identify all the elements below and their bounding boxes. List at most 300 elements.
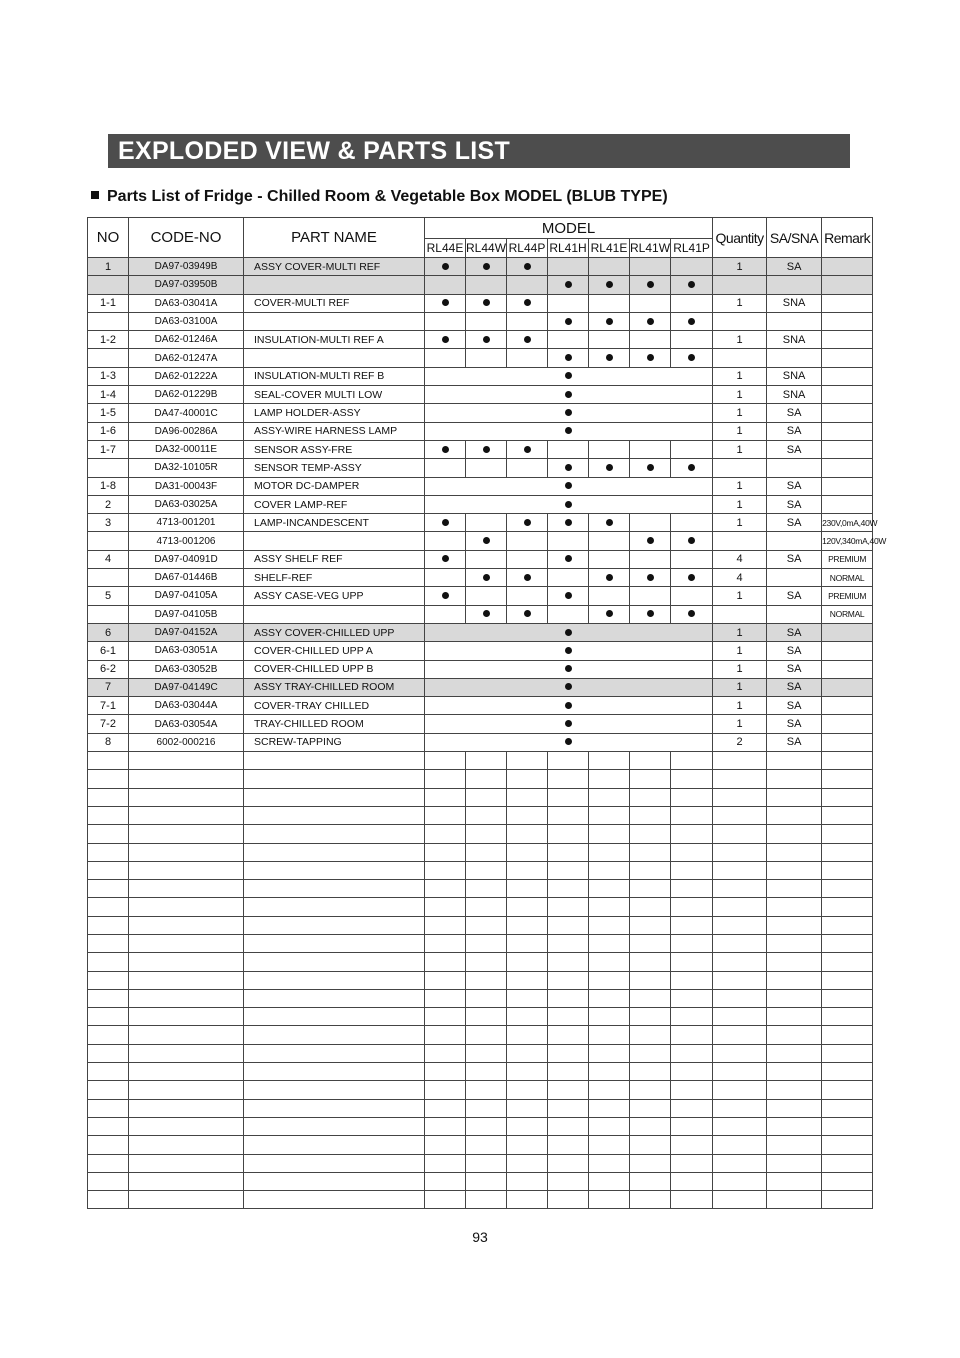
empty-cell (767, 843, 822, 861)
cell-no: 1-8 (88, 477, 129, 495)
cell-model (466, 459, 507, 477)
cell-model (548, 331, 589, 349)
cell-remark (822, 623, 873, 641)
empty-cell (713, 788, 767, 806)
cell-model (548, 294, 589, 312)
cell-model (589, 440, 630, 458)
empty-cell (425, 806, 466, 824)
empty-cell (507, 788, 548, 806)
empty-cell (244, 916, 425, 934)
empty-cell (88, 989, 129, 1007)
empty-cell (713, 1026, 767, 1044)
cell-remark (822, 294, 873, 312)
cell-no: 3 (88, 514, 129, 532)
cell-no (88, 605, 129, 623)
cell-model (589, 550, 630, 568)
empty-cell (88, 898, 129, 916)
empty-cell (425, 953, 466, 971)
empty-cell (507, 1099, 548, 1117)
empty-cell (466, 843, 507, 861)
cell-sa-sna (767, 605, 822, 623)
empty-cell (466, 1172, 507, 1190)
empty-row (88, 1172, 873, 1190)
cell-sa-sna: SA (767, 258, 822, 276)
empty-cell (822, 934, 873, 952)
empty-cell (713, 916, 767, 934)
empty-row (88, 1081, 873, 1099)
cell-code: DA47-40001C (129, 404, 244, 422)
cell-code: DA97-04105A (129, 587, 244, 605)
bullet-icon (688, 574, 695, 581)
empty-cell (767, 1008, 822, 1026)
cell-model (425, 312, 466, 330)
bullet-icon (606, 354, 613, 361)
empty-cell (548, 843, 589, 861)
empty-cell (88, 1063, 129, 1081)
empty-cell (425, 1117, 466, 1135)
empty-cell (507, 861, 548, 879)
cell-model (589, 331, 630, 349)
cell-model (671, 605, 713, 623)
empty-cell (822, 825, 873, 843)
cell-sa-sna (767, 569, 822, 587)
cell-no (88, 312, 129, 330)
bullet-icon (565, 482, 572, 489)
empty-cell (507, 1026, 548, 1044)
empty-cell (630, 898, 671, 916)
bullet-icon (524, 336, 531, 343)
empty-cell (767, 916, 822, 934)
empty-cell (244, 770, 425, 788)
empty-cell (425, 825, 466, 843)
empty-cell (589, 861, 630, 879)
bullet-icon (565, 372, 572, 379)
table-row (88, 349, 873, 367)
empty-cell (548, 953, 589, 971)
cell-part-name: ASSY SHELF REF (244, 550, 425, 568)
empty-cell (425, 989, 466, 1007)
cell-model (630, 349, 671, 367)
empty-cell (630, 1081, 671, 1099)
cell-quantity: 1 (713, 294, 767, 312)
empty-cell (466, 788, 507, 806)
empty-cell (767, 898, 822, 916)
empty-cell (129, 1081, 244, 1099)
empty-cell (671, 898, 713, 916)
empty-cell (671, 1172, 713, 1190)
cell-no: 1-7 (88, 440, 129, 458)
empty-cell (129, 752, 244, 770)
cell-remark (822, 678, 873, 696)
empty-cell (88, 1117, 129, 1135)
empty-cell (589, 1117, 630, 1135)
empty-cell (548, 1081, 589, 1099)
bullet-icon (442, 592, 449, 599)
bullet-icon (442, 555, 449, 562)
cell-model (507, 349, 548, 367)
empty-cell (548, 1136, 589, 1154)
empty-cell (822, 953, 873, 971)
empty-cell (425, 1026, 466, 1044)
empty-cell (630, 1191, 671, 1209)
bullet-icon (565, 519, 572, 526)
cell-sa-sna: SNA (767, 386, 822, 404)
empty-cell (507, 1044, 548, 1062)
bullet-icon (565, 281, 572, 288)
empty-cell (466, 1081, 507, 1099)
model-col-header: RL44W (466, 239, 507, 258)
empty-cell (822, 843, 873, 861)
cell-model (548, 550, 589, 568)
bullet-icon (483, 299, 490, 306)
cell-code: DA97-03949B (129, 258, 244, 276)
table-row (88, 258, 873, 276)
cell-part-name: COVER-CHILLED UPP A (244, 642, 425, 660)
empty-cell (671, 843, 713, 861)
empty-cell (244, 1099, 425, 1117)
bullet-icon (565, 318, 572, 325)
cell-part-name: MOTOR DC-DAMPER (244, 477, 425, 495)
empty-cell (244, 1191, 425, 1209)
bullet-icon (483, 574, 490, 581)
bullet-icon (565, 647, 572, 654)
empty-cell (671, 1008, 713, 1026)
empty-cell (129, 989, 244, 1007)
cell-code: 4713-001201 (129, 514, 244, 532)
cell-model (630, 312, 671, 330)
cell-quantity: 2 (713, 733, 767, 751)
bullet-icon (606, 574, 613, 581)
bullet-icon (442, 299, 449, 306)
empty-cell (822, 1191, 873, 1209)
cell-part-name (244, 312, 425, 330)
cell-model (466, 331, 507, 349)
empty-cell (713, 806, 767, 824)
empty-cell (589, 1136, 630, 1154)
table-row (88, 422, 873, 440)
cell-quantity (713, 312, 767, 330)
empty-cell (466, 770, 507, 788)
empty-cell (822, 1044, 873, 1062)
cell-code: 6002-000216 (129, 733, 244, 751)
cell-model (671, 440, 713, 458)
bullet-icon (565, 665, 572, 672)
empty-cell (822, 1117, 873, 1135)
empty-cell (129, 1008, 244, 1026)
empty-cell (767, 1154, 822, 1172)
empty-cell (244, 898, 425, 916)
cell-part-name: INSULATION-MULTI REF B (244, 367, 425, 385)
cell-model (507, 331, 548, 349)
empty-cell (713, 880, 767, 898)
cell-model (589, 459, 630, 477)
cell-model (507, 276, 548, 294)
cell-model-all (425, 367, 713, 385)
empty-cell (767, 971, 822, 989)
cell-quantity: 1 (713, 715, 767, 733)
cell-no: 6-1 (88, 642, 129, 660)
bullet-icon (565, 501, 572, 508)
empty-cell (713, 843, 767, 861)
bullet-icon (647, 610, 654, 617)
empty-cell (548, 1026, 589, 1044)
empty-cell (713, 1008, 767, 1026)
empty-cell (425, 1099, 466, 1117)
empty-row (88, 989, 873, 1007)
bullet-icon (647, 574, 654, 581)
empty-cell (767, 861, 822, 879)
empty-cell (507, 953, 548, 971)
empty-cell (767, 880, 822, 898)
cell-no: 4 (88, 550, 129, 568)
empty-cell (466, 1117, 507, 1135)
bullet-icon (565, 409, 572, 416)
cell-code: DA96-00286A (129, 422, 244, 440)
empty-cell (507, 825, 548, 843)
cell-model (671, 276, 713, 294)
empty-cell (767, 1191, 822, 1209)
empty-cell (630, 1026, 671, 1044)
empty-cell (129, 1172, 244, 1190)
cell-model (466, 440, 507, 458)
cell-no: 2 (88, 495, 129, 513)
empty-row (88, 934, 873, 952)
cell-remark (822, 349, 873, 367)
page-number: 93 (472, 1229, 488, 1245)
empty-cell (671, 1081, 713, 1099)
empty-cell (507, 1172, 548, 1190)
cell-remark (822, 477, 873, 495)
bullet-icon (524, 610, 531, 617)
empty-row (88, 1099, 873, 1117)
cell-model (671, 331, 713, 349)
empty-cell (88, 1136, 129, 1154)
empty-cell (244, 1008, 425, 1026)
cell-quantity: 4 (713, 569, 767, 587)
cell-model (589, 514, 630, 532)
cell-quantity (713, 532, 767, 550)
table-row (88, 440, 873, 458)
empty-cell (589, 843, 630, 861)
table-row (88, 331, 873, 349)
cell-model-all (425, 697, 713, 715)
cell-model (507, 569, 548, 587)
empty-cell (822, 1008, 873, 1026)
empty-cell (244, 1117, 425, 1135)
cell-sa-sna: SA (767, 715, 822, 733)
cell-model-all (425, 422, 713, 440)
cell-model (589, 258, 630, 276)
cell-code: DA31-00043F (129, 477, 244, 495)
empty-cell (713, 1081, 767, 1099)
empty-cell (425, 1044, 466, 1062)
bullet-icon (442, 519, 449, 526)
empty-cell (589, 788, 630, 806)
empty-cell (88, 1044, 129, 1062)
cell-no: 1-3 (88, 367, 129, 385)
cell-model (466, 550, 507, 568)
empty-cell (713, 934, 767, 952)
cell-model (425, 532, 466, 550)
empty-cell (425, 898, 466, 916)
cell-model (671, 459, 713, 477)
cell-remark (822, 440, 873, 458)
cell-part-name: LAMP-INCANDESCENT (244, 514, 425, 532)
empty-cell (244, 989, 425, 1007)
cell-model-all (425, 642, 713, 660)
empty-cell (425, 1081, 466, 1099)
bullet-icon (606, 610, 613, 617)
empty-cell (630, 880, 671, 898)
empty-cell (713, 989, 767, 1007)
empty-cell (507, 1117, 548, 1135)
cell-model (589, 587, 630, 605)
cell-model (507, 587, 548, 605)
bullet-icon (483, 610, 490, 617)
empty-cell (129, 1154, 244, 1172)
empty-cell (425, 916, 466, 934)
empty-cell (129, 1136, 244, 1154)
cell-no (88, 349, 129, 367)
empty-cell (767, 788, 822, 806)
empty-cell (548, 1191, 589, 1209)
cell-quantity: 1 (713, 422, 767, 440)
cell-part-name: ASSY COVER-MULTI REF (244, 258, 425, 276)
empty-cell (507, 752, 548, 770)
bullet-icon (606, 281, 613, 288)
bullet-icon (483, 446, 490, 453)
empty-cell (671, 1191, 713, 1209)
cell-remark (822, 733, 873, 751)
empty-cell (466, 989, 507, 1007)
model-col-header: RL41E (589, 239, 630, 258)
cell-model (589, 605, 630, 623)
cell-quantity: 1 (713, 404, 767, 422)
bullet-icon (565, 683, 572, 690)
empty-cell (244, 1081, 425, 1099)
cell-sa-sna (767, 312, 822, 330)
empty-cell (88, 1008, 129, 1026)
empty-cell (548, 788, 589, 806)
empty-cell (713, 1191, 767, 1209)
empty-cell (671, 825, 713, 843)
model-col-header: RL41H (548, 239, 589, 258)
empty-cell (630, 806, 671, 824)
empty-row (88, 916, 873, 934)
empty-cell (88, 788, 129, 806)
empty-cell (129, 843, 244, 861)
empty-cell (425, 1172, 466, 1190)
cell-part-name: SENSOR ASSY-FRE (244, 440, 425, 458)
empty-cell (244, 953, 425, 971)
cell-remark: PREMIUM (822, 550, 873, 568)
empty-cell (822, 788, 873, 806)
cell-model (425, 331, 466, 349)
cell-quantity (713, 605, 767, 623)
cell-model (589, 294, 630, 312)
empty-cell (630, 1172, 671, 1190)
cell-part-name: ASSY COVER-CHILLED UPP (244, 623, 425, 641)
empty-cell (244, 1063, 425, 1081)
cell-model (630, 331, 671, 349)
cell-remark: PREMIUM (822, 587, 873, 605)
table-row (88, 605, 873, 623)
empty-cell (88, 880, 129, 898)
cell-model (671, 349, 713, 367)
empty-cell (425, 880, 466, 898)
empty-cell (589, 752, 630, 770)
cell-model (548, 349, 589, 367)
empty-cell (466, 1008, 507, 1026)
cell-quantity: 1 (713, 678, 767, 696)
empty-cell (589, 825, 630, 843)
cell-model (589, 569, 630, 587)
cell-remark: NORMAL (822, 605, 873, 623)
table-row (88, 404, 873, 422)
cell-code: DA62-01222A (129, 367, 244, 385)
empty-cell (822, 971, 873, 989)
square-bullet-icon (91, 191, 99, 199)
cell-model (466, 587, 507, 605)
empty-cell (767, 825, 822, 843)
cell-no: 1-5 (88, 404, 129, 422)
cell-no: 8 (88, 733, 129, 751)
empty-cell (548, 880, 589, 898)
cell-model (671, 550, 713, 568)
bullet-icon (565, 464, 572, 471)
empty-cell (630, 1136, 671, 1154)
cell-model (466, 294, 507, 312)
cell-model (671, 294, 713, 312)
empty-cell (548, 934, 589, 952)
cell-model (425, 258, 466, 276)
empty-cell (630, 770, 671, 788)
cell-quantity: 1 (713, 477, 767, 495)
empty-cell (713, 1172, 767, 1190)
cell-model (671, 587, 713, 605)
section-subtitle (91, 188, 668, 206)
empty-cell (425, 861, 466, 879)
table-row (88, 477, 873, 495)
empty-cell (425, 1191, 466, 1209)
cell-model (507, 532, 548, 550)
cell-part-name: ASSY TRAY-CHILLED ROOM (244, 678, 425, 696)
empty-cell (630, 788, 671, 806)
empty-cell (88, 1154, 129, 1172)
bullet-icon (688, 354, 695, 361)
empty-cell (466, 1099, 507, 1117)
bullet-icon (565, 391, 572, 398)
empty-cell (548, 861, 589, 879)
cell-code: DA97-04152A (129, 623, 244, 641)
cell-code: DA63-03052B (129, 660, 244, 678)
cell-no: 1-6 (88, 422, 129, 440)
cell-model (671, 258, 713, 276)
empty-cell (244, 880, 425, 898)
cell-sa-sna: SA (767, 422, 822, 440)
cell-model (630, 514, 671, 532)
cell-quantity (713, 349, 767, 367)
empty-cell (713, 1117, 767, 1135)
cell-model (589, 312, 630, 330)
empty-cell (88, 825, 129, 843)
cell-sa-sna: SNA (767, 294, 822, 312)
bullet-icon (606, 519, 613, 526)
empty-cell (548, 752, 589, 770)
cell-model (466, 514, 507, 532)
cell-part-name: SHELF-REF (244, 569, 425, 587)
empty-cell (713, 752, 767, 770)
